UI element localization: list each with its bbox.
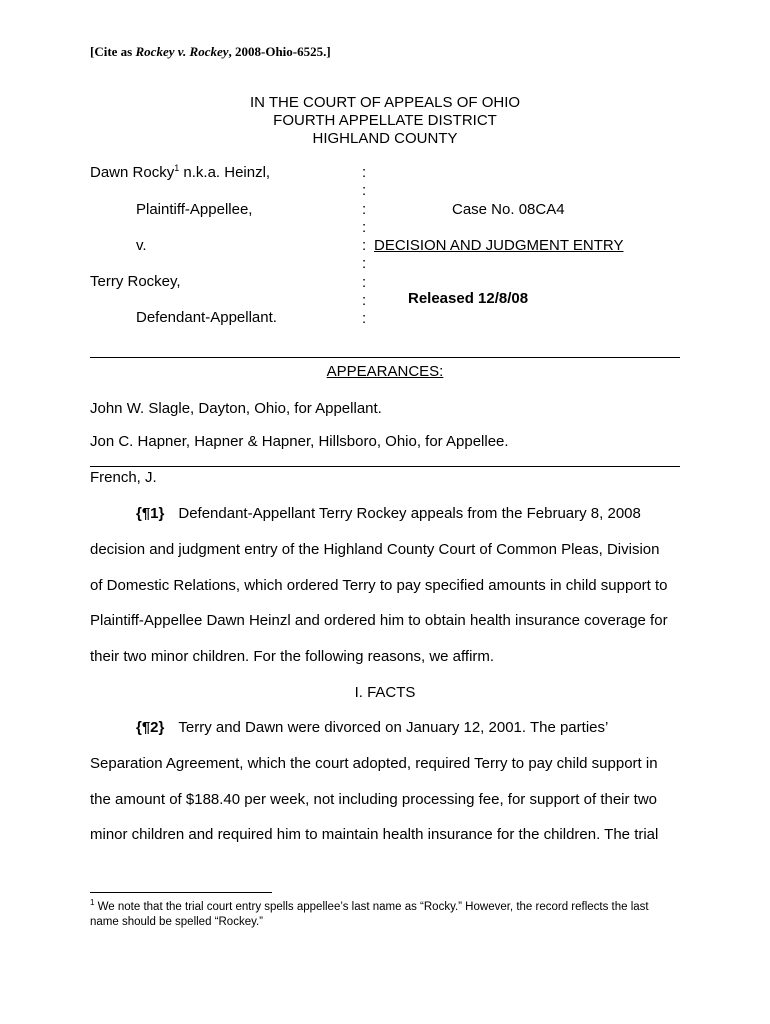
citation-line: [Cite as Rockey v. Rockey, 2008-Ohio-6525.] xyxy=(90,44,331,59)
entry-title: DECISION AND JUDGMENT ENTRY xyxy=(374,237,624,254)
plaintiff-name: Dawn Rocky$^1$ n.k.a. Heinzl, xyxy=(90,163,271,181)
footnote-ref: 1 xyxy=(174,163,180,173)
appearances-heading: APPEARANCES: xyxy=(326,363,444,380)
court-district: FOURTH APPELLATE DISTRICT xyxy=(273,112,497,129)
appellant-counsel: John W. Slagle, Dayton, Ohio, for Appellant. xyxy=(90,400,382,417)
paragraph-line: minor children and required him to maintain health insurance for the children. The trial xyxy=(90,826,659,843)
footnote-text: We note that the trial court entry spells appellee’s last name as “Rocky.” However, the record reflects the last name should be spelled “Rockey.” xyxy=(90,901,649,928)
case-caption xyxy=(90,160,690,330)
court-name: IN THE COURT OF APPEALS OF OHIO xyxy=(249,94,521,111)
paragraph-line: their two minor children. For the following reasons, we affirm. xyxy=(90,648,495,665)
divider-top xyxy=(90,357,680,358)
defendant-role: Defendant-Appellant. xyxy=(136,309,277,326)
release-date: Released 12/8/08 xyxy=(408,290,529,307)
judge-name: French, J. xyxy=(90,469,157,486)
footnote xyxy=(90,900,680,930)
defendant-name: Terry Rockey, xyxy=(90,273,181,290)
plaintiff-role: Plaintiff-Appellee, xyxy=(136,201,253,218)
paragraph-line: decision and judgment entry of the Highland County Court of Common Pleas, Division xyxy=(90,541,660,558)
paragraph-line: Plaintiff-Appellee Dawn Heinzl and ordered him to obtain health insurance coverage for xyxy=(90,612,668,629)
divider-bottom xyxy=(90,466,680,467)
court-header xyxy=(0,94,770,148)
court-county: HIGHLAND COUNTY xyxy=(312,130,458,147)
appellee-counsel: Jon C. Hapner, Hapner & Hapner, Hillsboro, Ohio, for Appellee. xyxy=(90,433,509,450)
citation-case-name: Rockey v. Rockey xyxy=(135,44,229,59)
caption-colon-column: : : : : : : : : : xyxy=(362,164,367,328)
case-number: Case No. 08CA4 xyxy=(452,201,565,218)
paragraph-line: the amount of $188.40 per week, not including processing fee, for support of their two xyxy=(90,791,658,808)
paragraph-line: Separation Agreement, which the court adopted, required Terry to pay child support in xyxy=(90,755,658,772)
section-heading: I. FACTS xyxy=(354,684,416,701)
paragraph-marker: {¶1} xyxy=(136,505,165,522)
footnote-divider xyxy=(90,892,272,893)
paragraph-line: of Domestic Relations, which ordered Terry to pay specified amounts in child support to xyxy=(90,577,668,594)
paragraph-marker: {¶2} xyxy=(136,719,165,736)
footnote-number: 1 xyxy=(90,898,95,908)
versus: v. xyxy=(136,237,147,254)
